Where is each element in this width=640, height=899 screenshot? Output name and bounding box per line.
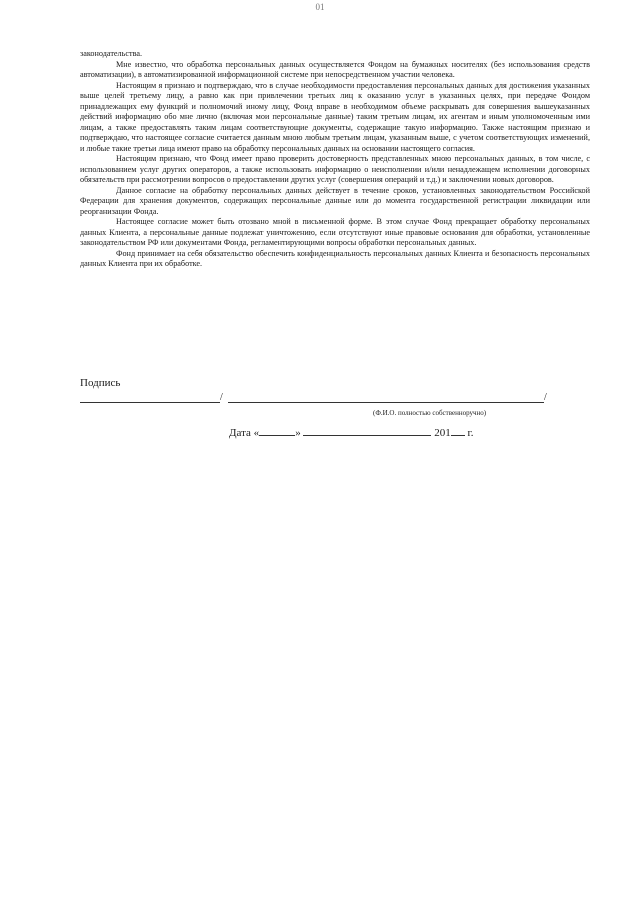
full-name-field[interactable]	[228, 402, 544, 403]
paragraph-validity: Данное согласие на обработку персональных данных действует в течение сроков, установленных законодательством Российской Федерации для хранения документов, содержащих персональные данные или до момента государственной регистрации ликвидации или реорганизации Фонда.	[80, 185, 590, 216]
paragraph-confidentiality: Фонд принимает на себя обязательство обеспечить конфиденциальность персональных данных Клиента и безопасность персональных данных Клиента при их обработке.	[80, 248, 590, 268]
page-number: 01	[315, 2, 325, 12]
signature-heading: Подпись	[80, 377, 121, 389]
date-close-quote: »	[295, 427, 301, 439]
signature-slash-left: /	[220, 392, 223, 403]
date-label: Дата «	[229, 427, 260, 439]
date-year-field[interactable]	[451, 425, 465, 436]
date-month-field[interactable]	[303, 425, 431, 436]
document-body	[80, 49, 590, 270]
date-line	[229, 425, 473, 439]
date-year-prefix: 201	[434, 427, 451, 439]
date-day-field[interactable]	[259, 425, 295, 436]
signature-slash-right: /	[544, 392, 547, 403]
signature-line	[80, 392, 550, 406]
paragraph-continuation: законодательства.	[80, 49, 143, 58]
paragraph-verification: Настоящим признаю, что Фонд имеет право проверить достоверность представленных мною персональных данных, в том числе, с использованием услуг других операторов, а также использовать информацию о неисполнении и/или ненадлежащем исполнении договорных обязательств при рассмотрении вопросов о предоставлении других услуг (совершения операций и т.д.) и заключении новых договоров.	[80, 154, 590, 184]
full-name-caption: (Ф.И.О. полностью собственноручно)	[373, 409, 487, 417]
paragraph-revocation: Настоящее согласие может быть отозвано мной в письменной форме. В этом случае Фонд прекращает обработку персональных данных Клиента, а персональные данные подлежат уничтожению, если отсутствуют иные правовые основания для обработки, установленные законодательством РФ или документами Фонда, регламентирующими вопросы обработки персональных данных.	[80, 217, 590, 247]
signature-field[interactable]	[80, 402, 220, 403]
date-year-suffix: г.	[467, 427, 474, 439]
paragraph-processing-method: Мне известно, что обработка персональных данных осуществляется Фондом на бумажных носителях (без использования средств автоматизации), в автоматизированной информационной системе при непосредственном участии человека.	[80, 59, 590, 79]
paragraph-third-parties: Настоящим я признаю и подтверждаю, что в случае необходимости предоставления персональных данных для достижения указанных выше целей третьему лицу, а равно как при привлечении третьих лиц к оказанию услуг в указанных целях, при передаче Фондом принадлежащих ему функций и полномочий иному лицу, Фонд вправе в необходимом объеме раскрывать для совершения вышеуказанных действий информацию обо мне лично (включая мои персональные данные) таким третьим лицам, их агентам и иным уполномоченным ими лицам, а также предоставлять таким лицам соответствующие документы, содержащие такую информацию. Также настоящим признаю и подтверждаю, что настоящее согласие считается данным мною любым третьим лицам, указанным выше, с учетом соответствующих изменений, и любые такие третьи лица имеют право на обработку персональных данных на основании настоящего согласия.	[80, 80, 590, 153]
